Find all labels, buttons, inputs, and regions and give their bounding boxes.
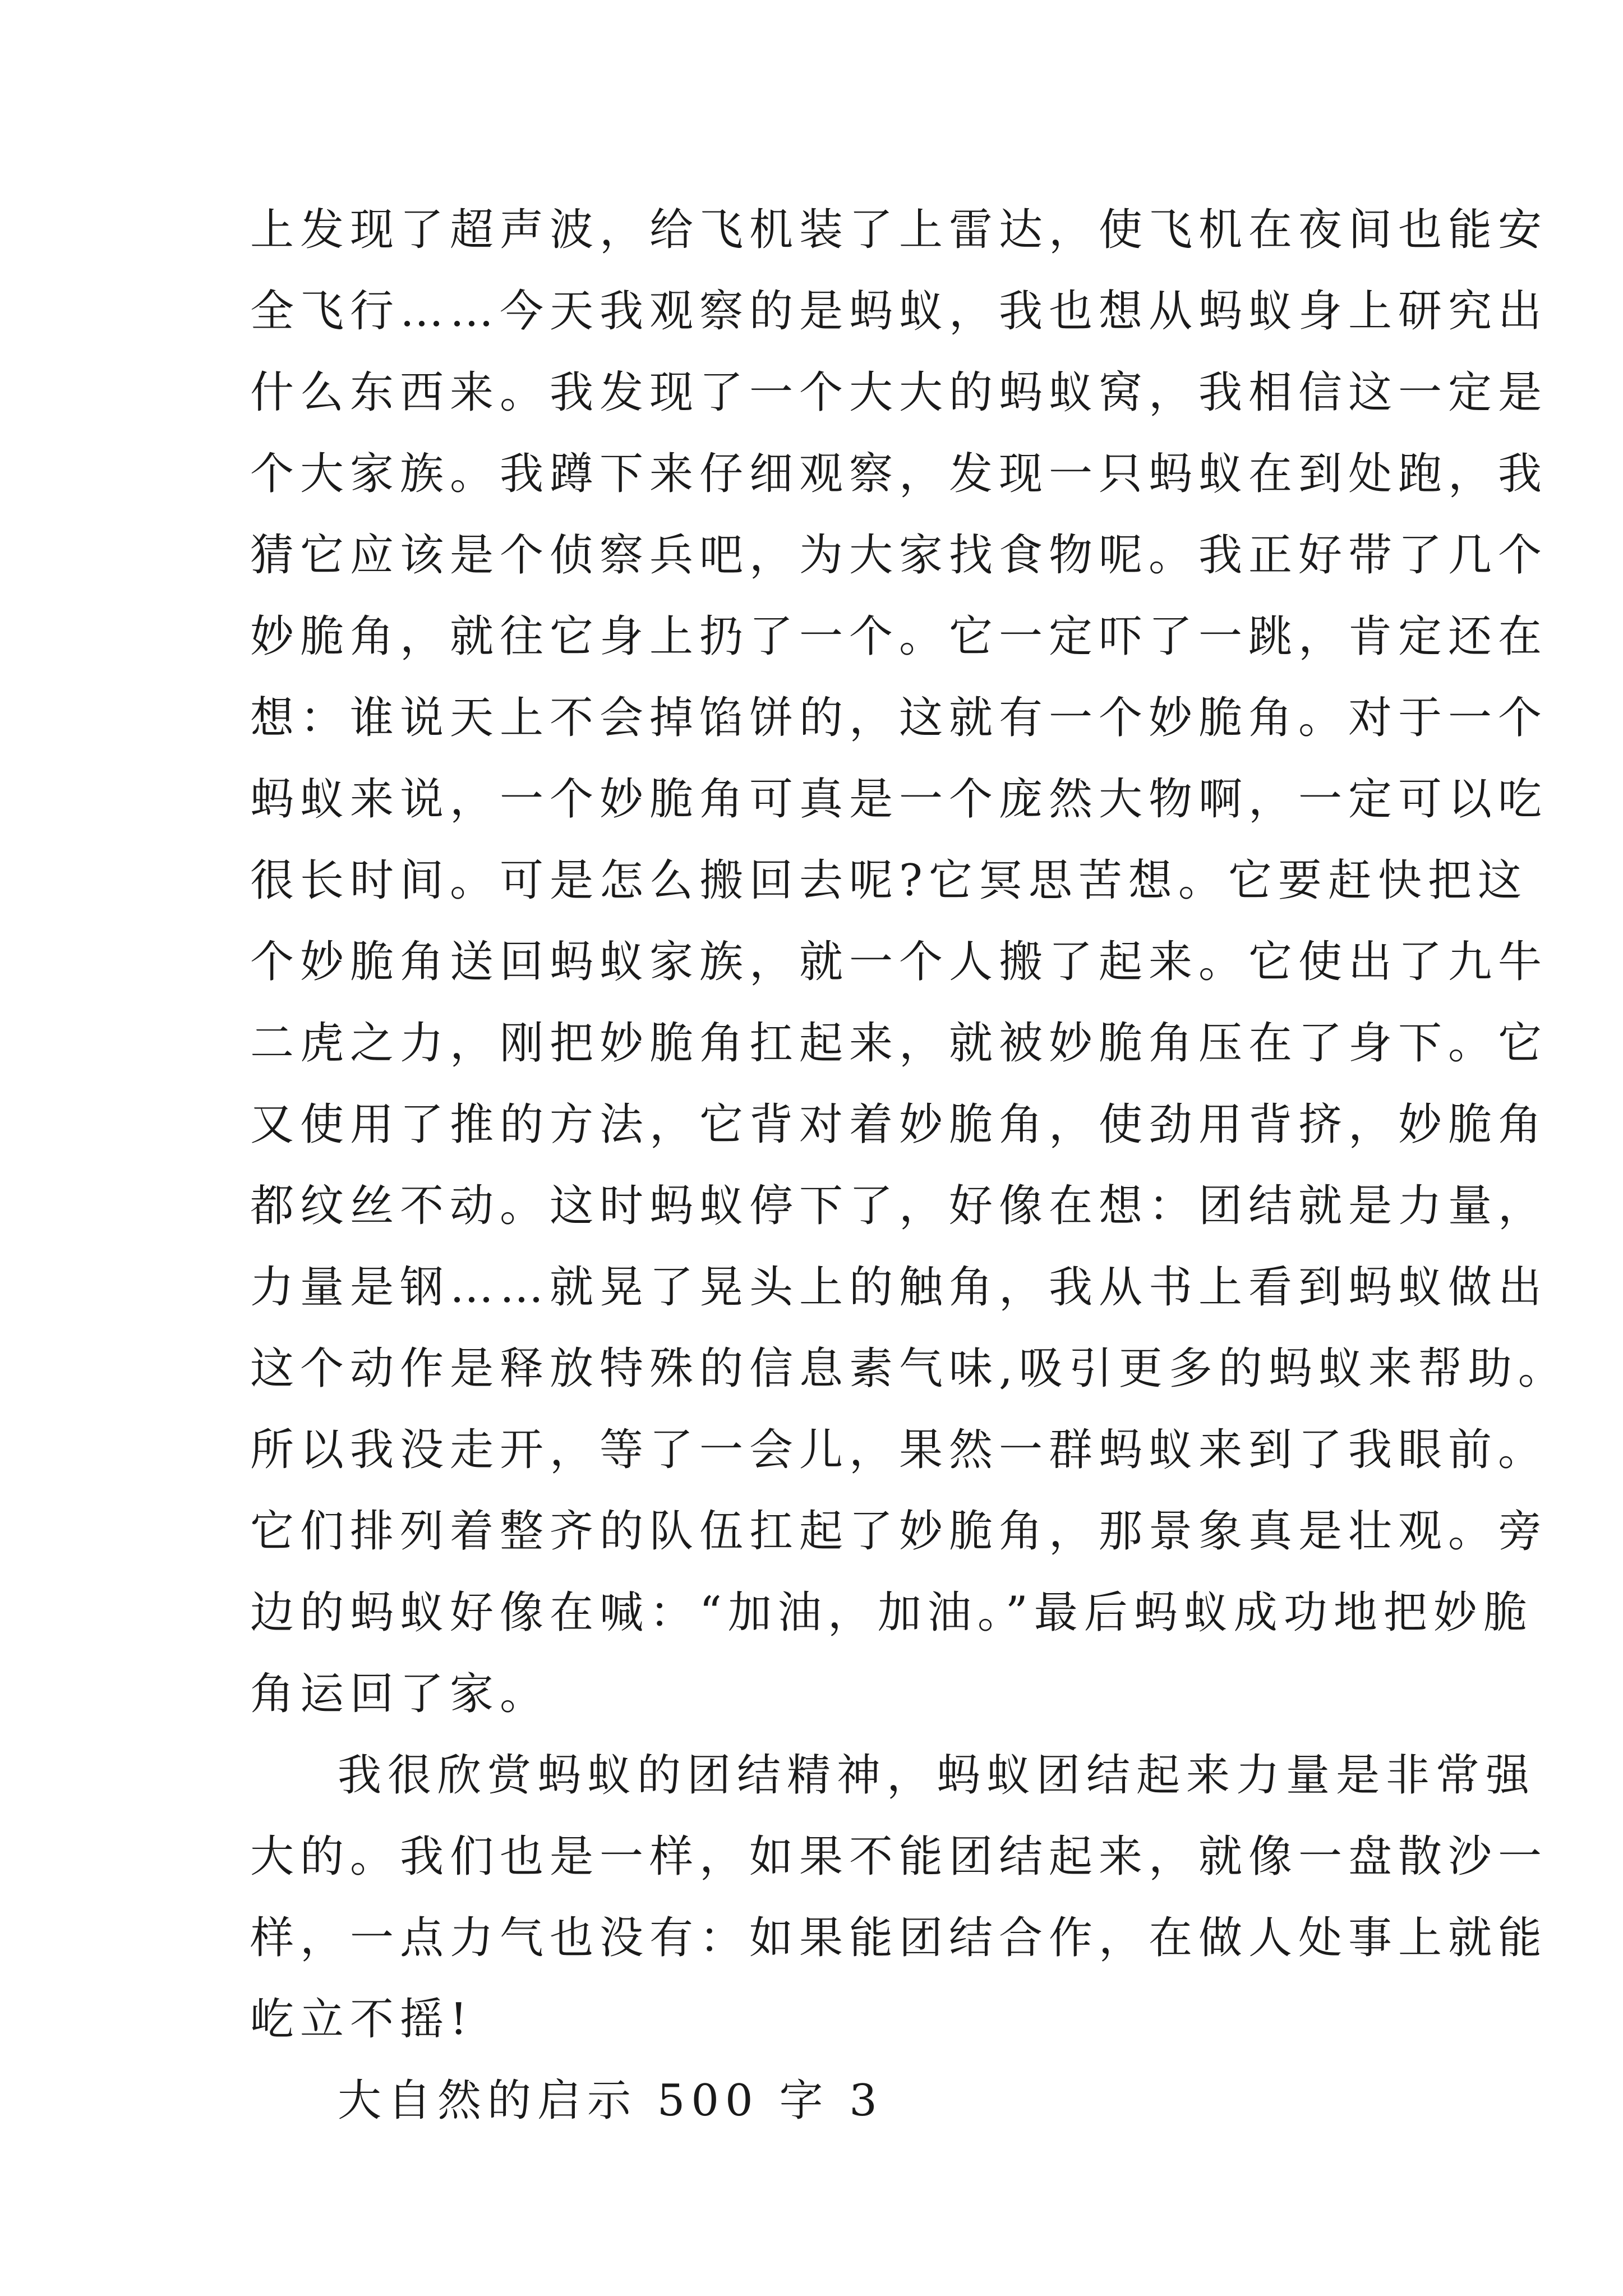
text-line: 猜它应该是个侦察兵吧，为大家找食物呢。我正好带了几个 [250, 530, 1548, 581]
text-line: 所以我没走开，等了一会儿，果然一群蚂蚁来到了我眼前。 [250, 1425, 1548, 1475]
text-line: 边的蚂蚁好像在喊：“加油，加油。”最后蚂蚁成功地把妙脆 [250, 1588, 1533, 1638]
text-line: 蚂蚁来说，一个妙脆角可真是一个庞然大物啊，一定可以吃 [250, 774, 1548, 825]
text-line: 很长时间。可是怎么搬回去呢?它冥思苦想。它要赶快把这 [250, 855, 1528, 906]
text-line: 大的。我们也是一样，如果不能团结起来，就像一盘散沙一 [250, 1832, 1548, 1882]
text-line: 都纹丝不动。这时蚂蚁停下了，好像在想：团结就是力量， [250, 1181, 1548, 1231]
text-line: 个妙脆角送回蚂蚁家族，就一个人搬了起来。它使出了九牛 [250, 937, 1548, 987]
text-line: 个大家族。我蹲下来仔细观察，发现一只蚂蚁在到处跑，我 [250, 449, 1548, 499]
text-line: 它们排列着整齐的队伍扛起了妙脆角，那景象真是壮观。旁 [250, 1506, 1548, 1557]
text-line: 全飞行……今天我观察的是蚂蚁，我也想从蚂蚁身上研究出 [250, 286, 1548, 337]
text-line: 想：谁说天上不会掉馅饼的，这就有一个妙脆角。对于一个 [250, 693, 1548, 743]
text-line: 这个动作是释放特殊的信息素气味,吸引更多的蚂蚁来帮助。 [250, 1343, 1568, 1394]
text-line: 角运回了家。 [250, 1669, 550, 1719]
text-line: 什么东西来。我发现了一个大大的蚂蚁窝，我相信这一定是 [250, 367, 1548, 418]
text-line: 上发现了超声波，给飞机装了上雷达，使飞机在夜间也能安 [250, 205, 1548, 255]
text-line: 力量是钢……就晃了晃头上的触角，我从书上看到蚂蚁做出 [250, 1262, 1548, 1313]
text-line: 二虎之力，刚把妙脆角扛起来，就被妙脆角压在了身下。它 [250, 1018, 1548, 1069]
text-line: 屹立不摇! [250, 1994, 474, 2045]
text-line: 我很欣赏蚂蚁的团结精神，蚂蚁团结起来力量是非常强 [338, 1750, 1536, 1801]
article-body [250, 190, 1568, 2142]
text-line: 又使用了推的方法，它背对着妙脆角，使劲用背挤，妙脆角 [250, 1099, 1548, 1150]
text-line: 样，一点力气也没有：如果能团结合作，在做人处事上就能 [250, 1913, 1548, 1963]
text-line: 妙脆角，就往它身上扔了一个。它一定吓了一跳，肯定还在 [250, 611, 1548, 662]
section-heading: 大自然的启示 500 字 3 [338, 2076, 883, 2126]
